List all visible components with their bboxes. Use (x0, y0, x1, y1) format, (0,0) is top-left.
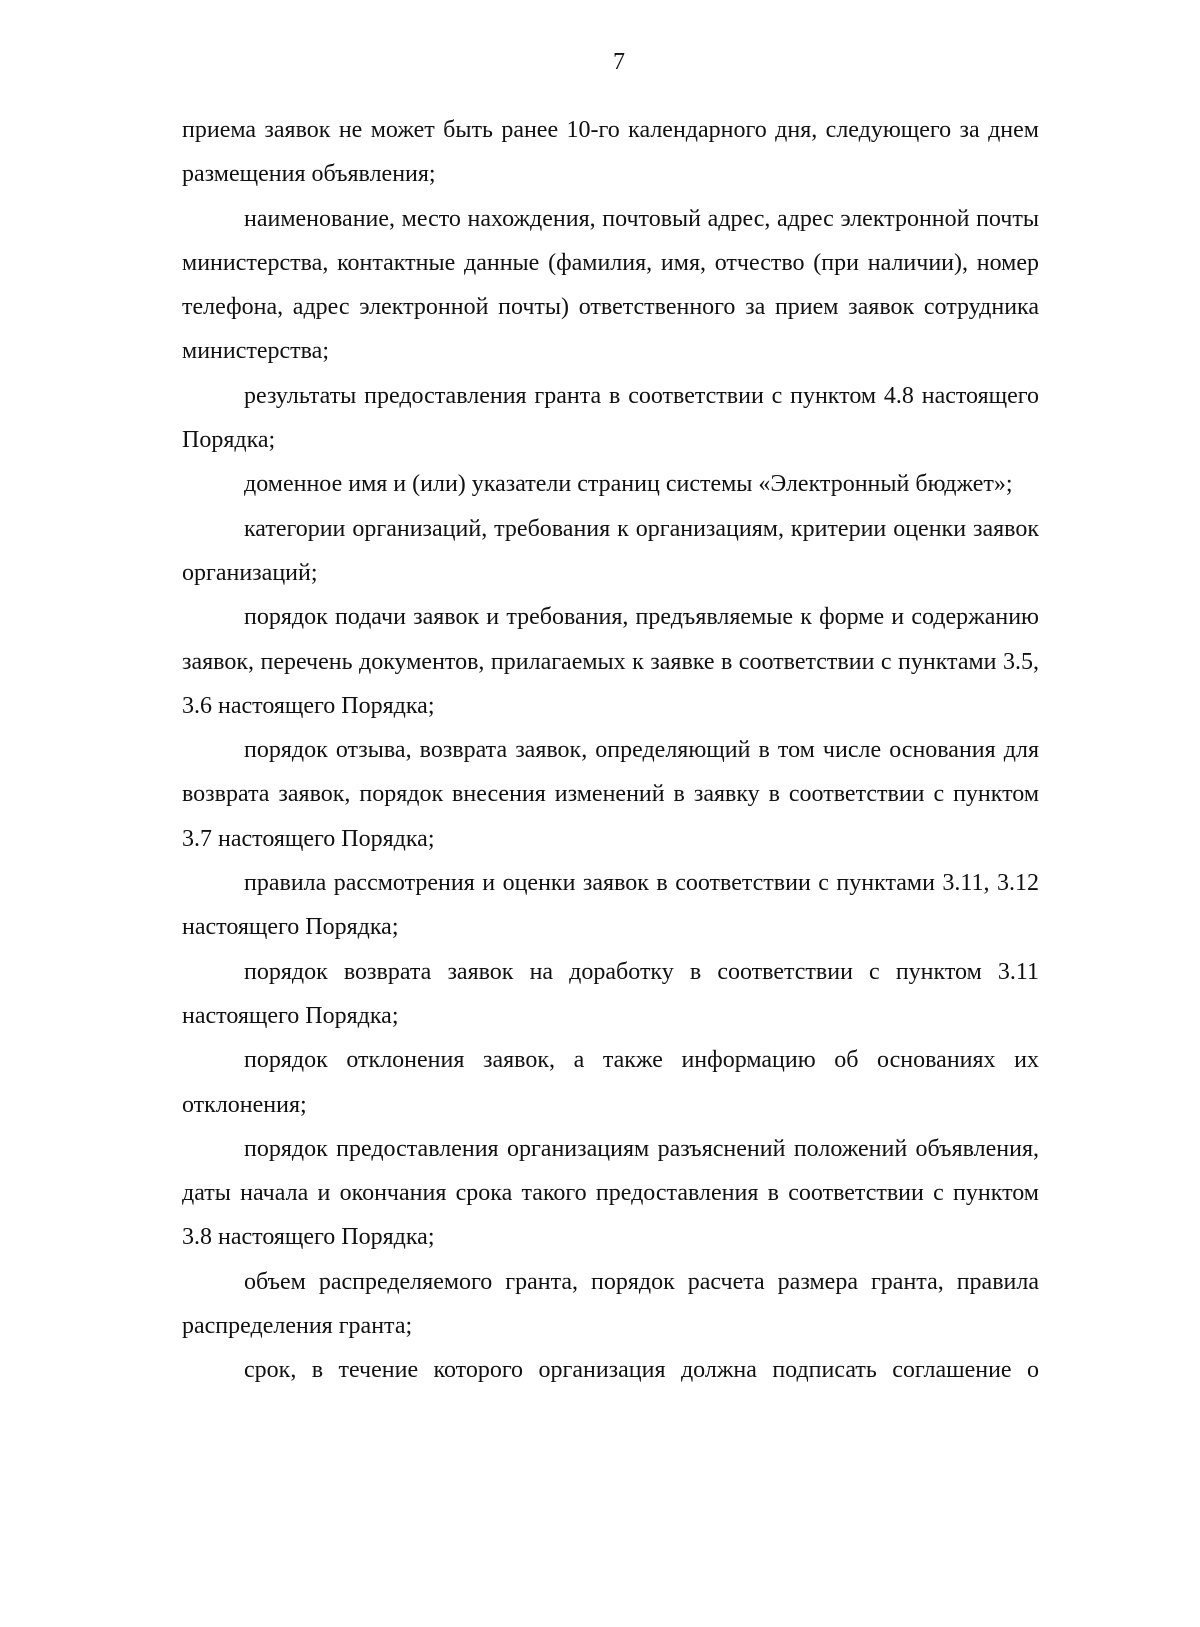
paragraph-ministry-contacts: наименование, место нахождения, почтовый адрес, адрес электронной почты министерства, контактные данные (фамилия, имя, отчество (при наличии), номер телефона, адрес электронной почты) ответственного за прием заявок сотрудника министерства; (182, 205, 1039, 365)
document-body (182, 108, 1039, 1393)
paragraph-agreement-deadline: срок, в течение которого организация должна подписать соглашение о (244, 1357, 1039, 1384)
page-number: 7 (613, 49, 625, 75)
paragraph-review-rules: правила рассмотрения и оценки заявок в соответствии с пунктами 3.11, 3.12 настоящего Порядка; (182, 870, 1039, 941)
paragraph-clarification-procedure: порядок предоставления организациям разъяснений положений объявления, даты начала и окончания срока такого предоставления в соответствии с пунктом 3.8 настоящего Порядка; (182, 1135, 1039, 1251)
paragraph-organization-criteria: категории организаций, требования к организациям, критерии оценки заявок организаций; (182, 515, 1039, 586)
paragraph-withdrawal-procedure: порядок отзыва, возврата заявок, определяющий в том числе основания для возврата заявок, порядок внесения изменений в заявку в соответствии с пунктом 3.7 настоящего Порядка; (182, 737, 1039, 852)
paragraph-grant-results: результаты предоставления гранта в соответствии с пунктом 4.8 настоящего Порядка; (182, 382, 1039, 454)
paragraph-grant-volume: объем распределяемого гранта, порядок расчета размера гранта, правила распределения гранта; (182, 1268, 1039, 1340)
paragraph-electronic-budget: доменное имя и (или) указатели страниц системы «Электронный бюджет»; (244, 471, 1013, 498)
paragraph-application-deadline: приема заявок не может быть ранее 10-го календарного дня, следующего за днем размещения объявления; (182, 117, 1039, 188)
paragraph-submission-procedure: порядок подачи заявок и требования, предъявляемые к форме и содержанию заявок, перечень документов, прилагаемых к заявке в соответствии с пунктами 3.5, 3.6 настоящего Порядка; (182, 604, 1039, 719)
paragraph-revision-procedure: порядок возврата заявок на доработку в соответствии с пунктом 3.11 настоящего Порядка; (182, 958, 1039, 1029)
paragraph-rejection-procedure: порядок отклонения заявок, а также информацию об основаниях их отклонения; (182, 1047, 1039, 1118)
